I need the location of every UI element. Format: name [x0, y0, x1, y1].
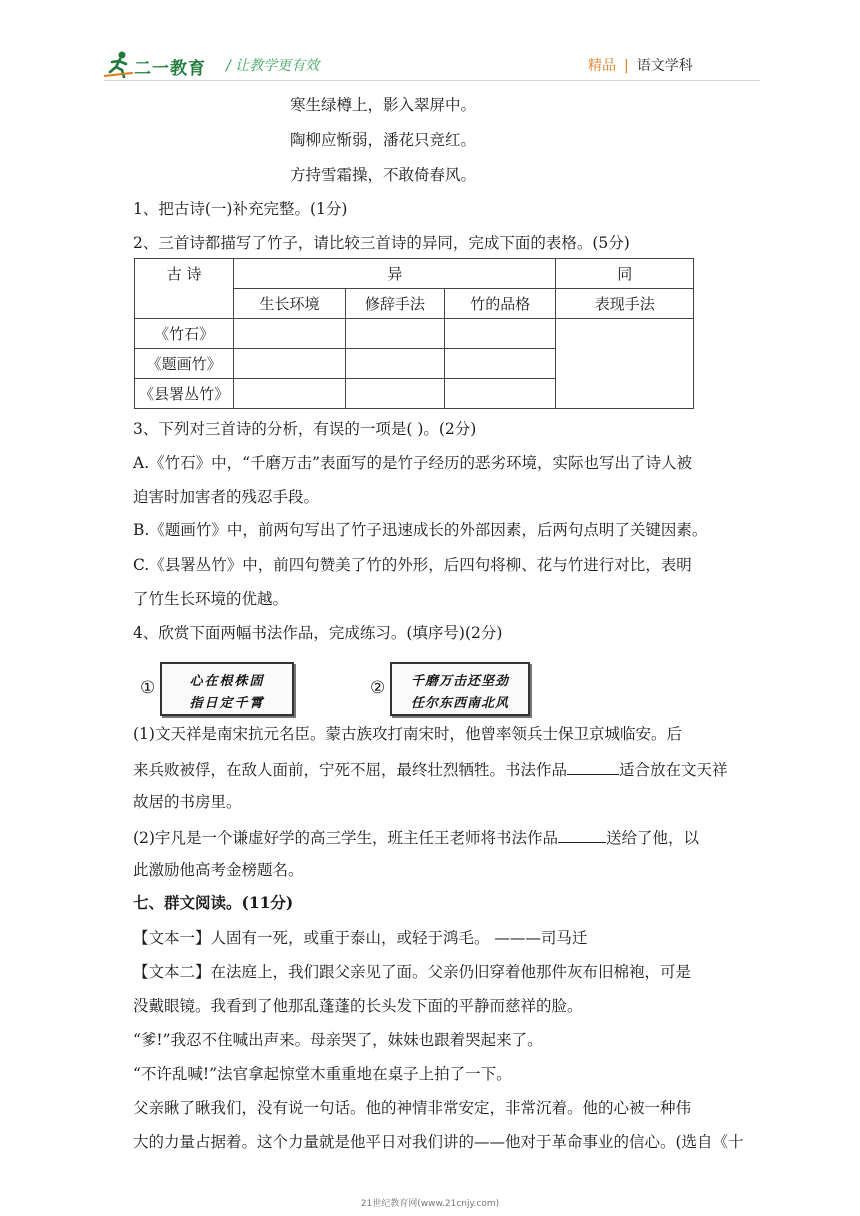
text-two-quote-1: “爹!”我忍不住喊出声来。母亲哭了，妹妹也跟着哭起来了。	[133, 1031, 543, 1049]
sub-question-2	[133, 826, 699, 848]
comparison-table	[134, 258, 694, 409]
answer-blank[interactable]	[558, 826, 606, 843]
poem-line: 陶柳应惭弱，潘花只竞红。	[290, 131, 477, 149]
table-row-label: 《县署丛竹》	[135, 379, 234, 409]
table-subheader-character: 竹的品格	[445, 289, 556, 319]
answer-cell[interactable]	[445, 379, 556, 409]
option-b: B.《题画竹》中，前两句写出了竹子迅速成长的外部因素，后两句点明了关键因素。	[133, 521, 708, 539]
answer-cell[interactable]	[234, 379, 345, 409]
calligraphy-line: 千磨万击还坚劲	[410, 674, 509, 689]
table-header-same: 同	[556, 259, 694, 289]
calligraphy-frame	[160, 662, 294, 716]
table-subheader-expression: 表现手法	[556, 289, 694, 319]
option-a-cont: 迫害时加害者的残忍手段。	[133, 488, 320, 506]
table-row-label: 《竹石》	[135, 319, 234, 349]
question-1: 1、把古诗(一)补充完整。(1分)	[133, 200, 348, 218]
header-right	[588, 55, 693, 75]
slogan: / 让教学更有效	[226, 58, 320, 74]
option-c-cont: 了竹生长环境的优越。	[133, 590, 289, 608]
logo	[104, 50, 214, 78]
answer-blank[interactable]	[567, 758, 619, 775]
sub-question-1-line2	[133, 758, 728, 780]
page-footer: 21世纪教育网(www.21cnjy.com)	[360, 1199, 500, 1209]
answer-cell[interactable]	[234, 349, 345, 379]
calligraphy-line: 任尔东西南北风	[410, 696, 509, 711]
question-4: 4、欣赏下面两幅书法作品，完成练习。(填序号)(2分)	[133, 624, 503, 642]
text-two: 【文本二】在法庭上，我们跟父亲见了面。父亲仍旧穿着他那件灰布旧棉袍，可是	[133, 963, 692, 981]
answer-cell[interactable]	[234, 319, 345, 349]
runner-logo-icon	[104, 50, 134, 78]
answer-cell[interactable]	[345, 319, 444, 349]
poem-line: 寒生绿樽上，影入翠屏中。	[290, 96, 477, 114]
table-subheader-environment: 生长环境	[234, 289, 345, 319]
answer-cell[interactable]	[445, 349, 556, 379]
answer-cell-shared[interactable]	[556, 319, 694, 409]
table-row-label: 《题画竹》	[135, 349, 234, 379]
text: 适合放在文天祥	[619, 761, 728, 779]
sub-question-2-line2: 此激励他高考金榜题名。	[133, 861, 304, 879]
question-3: 3、下列对三首诗的分析，有误的一项是( )。(2分)	[133, 420, 477, 438]
section-7-heading: 七、群文阅读。(11分)	[133, 893, 294, 912]
option-a: A.《竹石》中，“千磨万击”表面写的是竹子经历的恶劣环境，实际也写出了诗人被	[133, 454, 692, 472]
calligraphy-line: 心在根株固	[189, 674, 265, 689]
answer-cell[interactable]	[445, 319, 556, 349]
sub-question-1: (1)文天祥是南宋抗元名臣。蒙古族攻打南宋时，他曾率领兵士保卫京城临安。后	[133, 725, 682, 743]
table-header-poem: 古 诗	[135, 259, 234, 319]
option-c: C.《县署丛竹》中，前四句赞美了竹的外形，后四句将柳、花与竹进行对比，表明	[133, 556, 692, 574]
header-divider	[104, 80, 760, 81]
sub-question-1-line3: 故居的书房里。	[133, 793, 242, 811]
text: 来兵败被俘，在敌人面前，宁死不屈，最终壮烈牺牲。书法作品	[133, 761, 568, 779]
table-header-diff: 异	[234, 259, 556, 289]
answer-cell[interactable]	[345, 379, 444, 409]
question-2: 2、三首诗都描写了竹子，请比较三首诗的异同，完成下面的表格。(5分)	[133, 234, 630, 252]
text-two-cont: 没戴眼镜。我看到了他那乱蓬蓬的长头发下面的平静而慈祥的脸。	[133, 997, 583, 1015]
text: (2)宇凡是一个谦虚好学的高三学生，班主任王老师将书法作品	[133, 829, 558, 847]
logo-text: 二一教育	[134, 59, 206, 79]
text-two-quote-2: “不许乱喊!”法官拿起惊堂木重重地在桌子上拍了一下。	[133, 1065, 512, 1083]
calligraphy-number: ②	[370, 678, 386, 698]
poem-line: 方持雪霜操，不敢倚春风。	[290, 166, 477, 184]
calligraphy-line: 指日定千霄	[189, 696, 265, 711]
header-separator: |	[624, 58, 629, 74]
quality-label: 精品	[588, 58, 616, 74]
calligraphy-number: ①	[140, 678, 156, 698]
calligraphy-frame	[390, 662, 530, 716]
subject-label: 语文学科	[636, 58, 693, 74]
text-two-para: 父亲瞅了瞅我们，没有说一句话。他的神情非常安定，非常沉着。他的心被一种伟	[133, 1099, 692, 1117]
text-two-para-cont: 大的力量占据着。这个力量就是他平日对我们讲的——他对于革命事业的信心。(选自《十	[133, 1133, 744, 1151]
answer-cell[interactable]	[345, 349, 444, 379]
table-subheader-rhetoric: 修辞手法	[345, 289, 444, 319]
text-one: 【文本一】人固有一死，或重于泰山，或轻于鸿毛。 ———司马迁	[133, 929, 588, 947]
page-header	[0, 0, 860, 86]
text: 送给了他，以	[605, 829, 699, 847]
